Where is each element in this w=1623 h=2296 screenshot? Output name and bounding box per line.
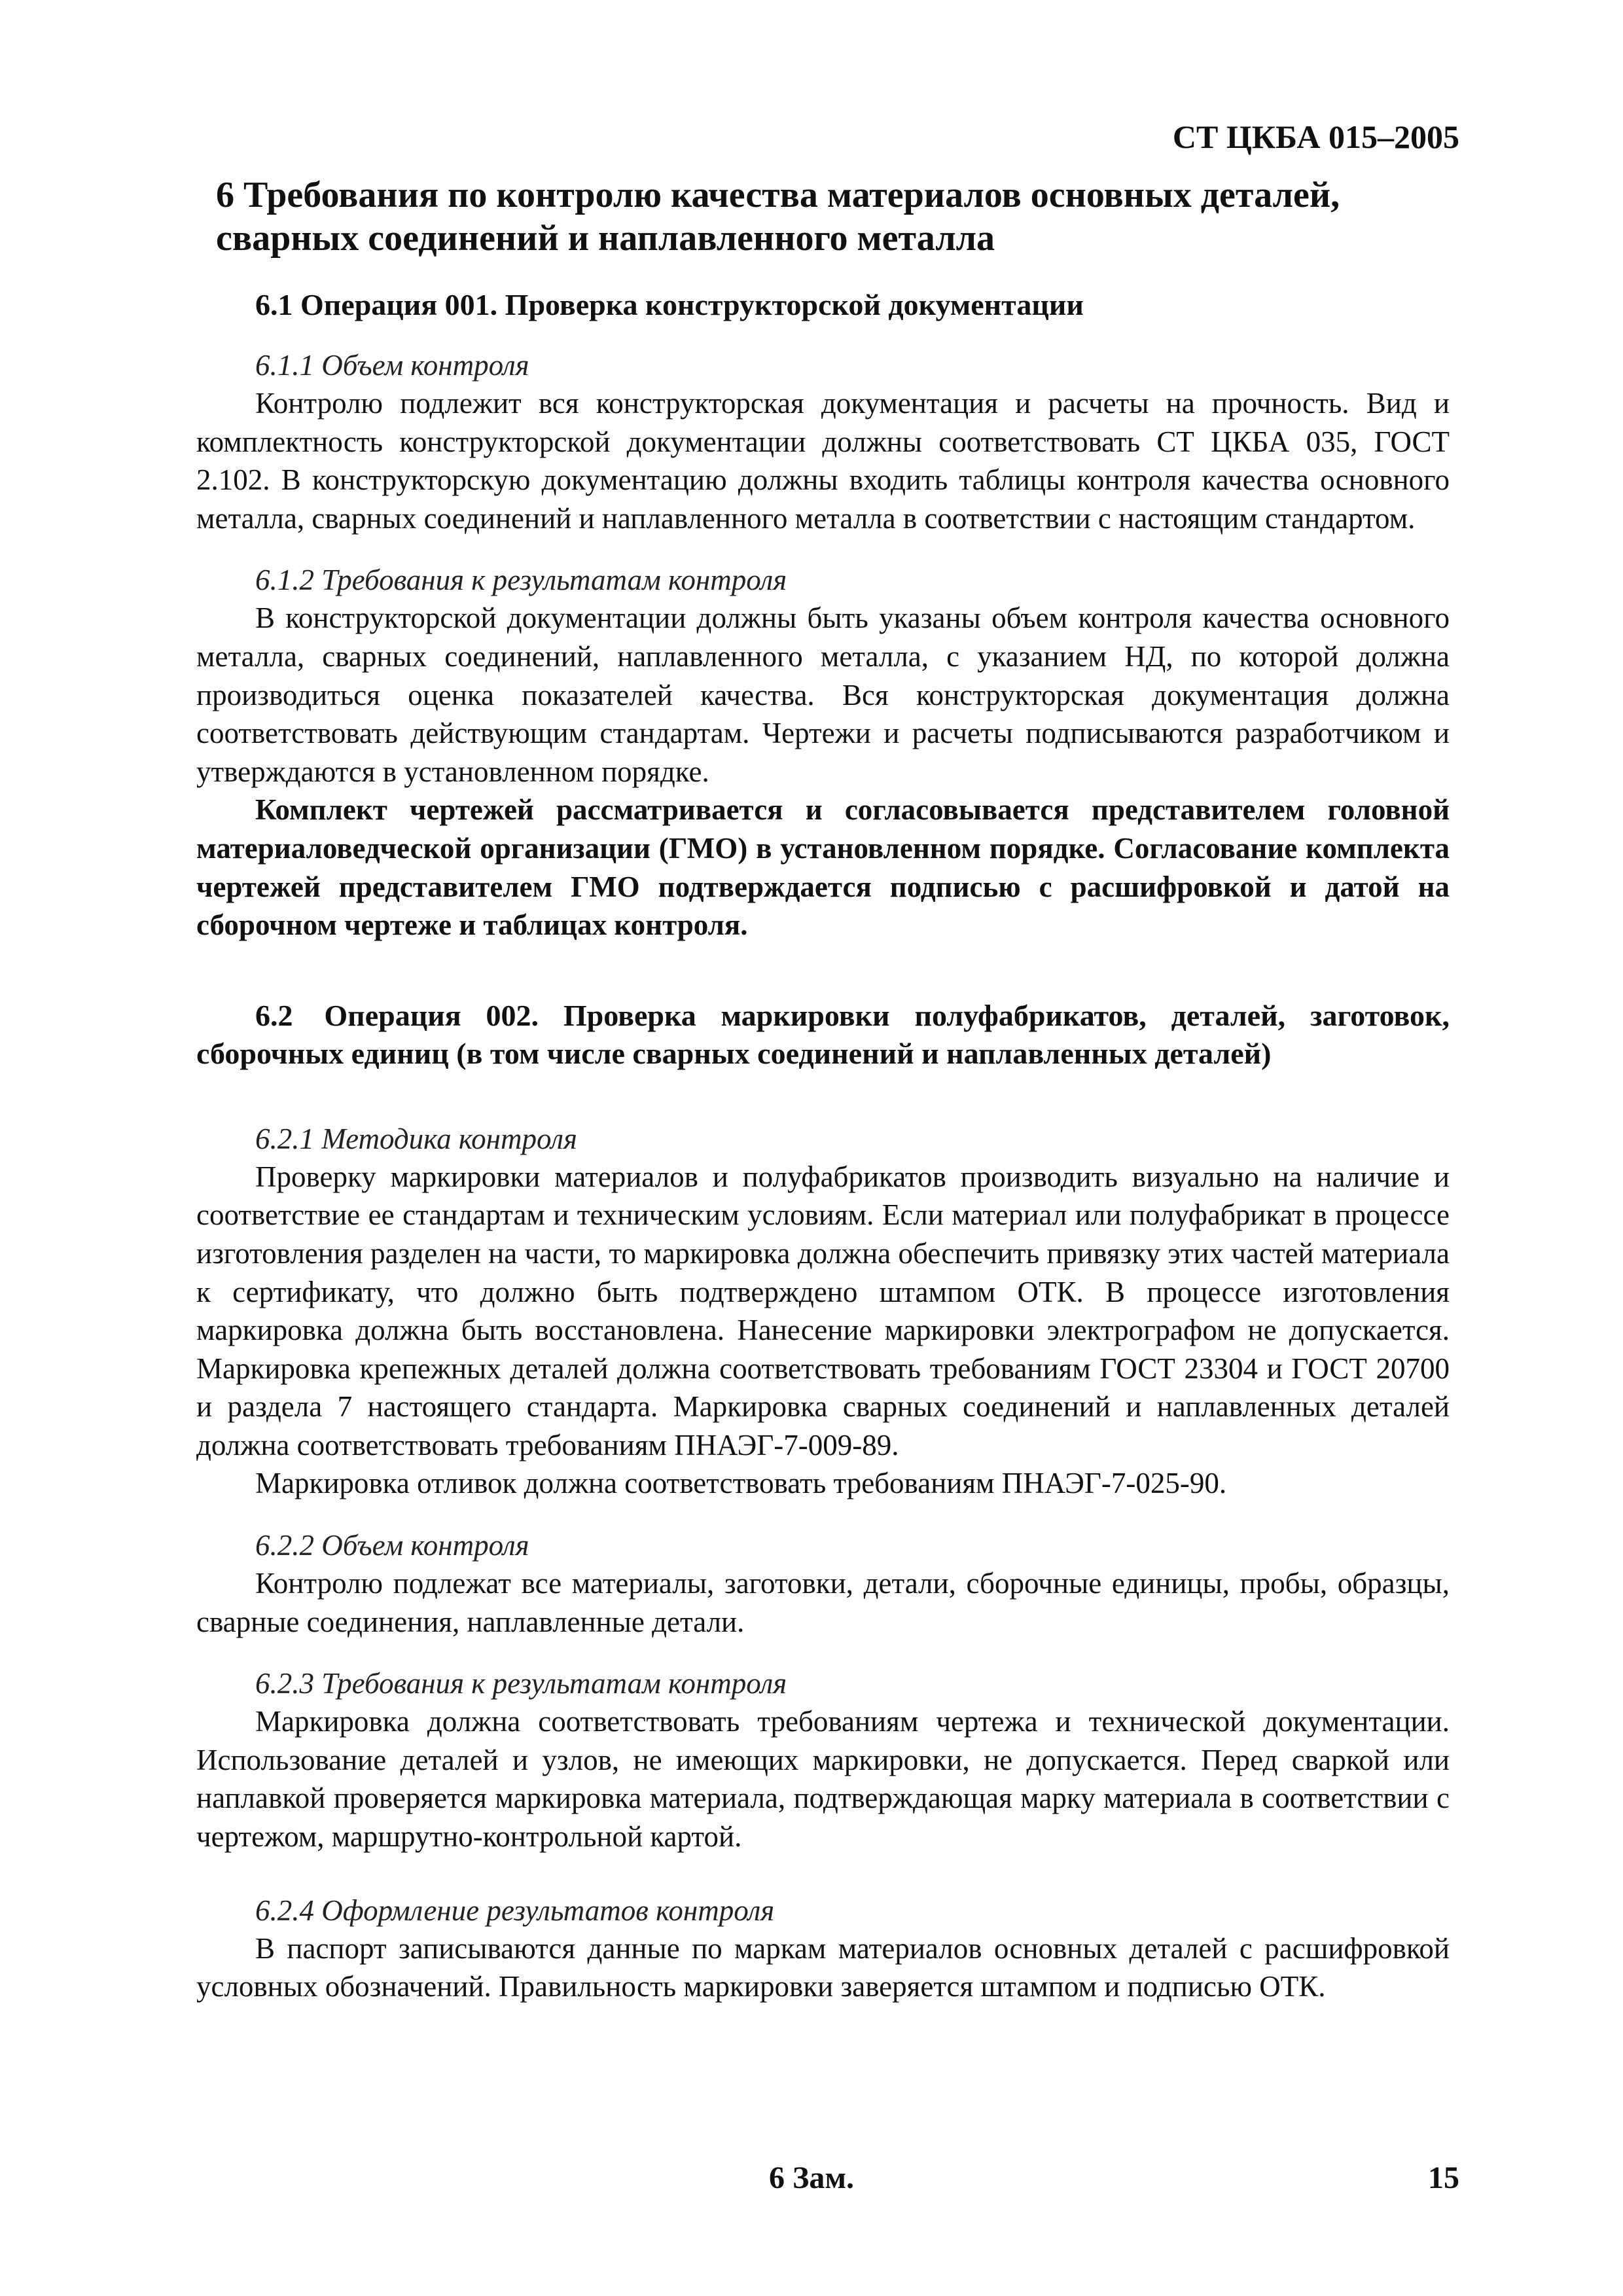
section-6-title: 6 Требования по контролю качества материалов основных деталей, сварных соединений и наплавленного металла bbox=[216, 175, 1340, 259]
section-6-2-2-title: 6.2.2 Объем контроля bbox=[255, 1529, 529, 1562]
section-6-1-1-text: Контролю подлежит вся конструкторская документация и расчеты на прочность. Вид и комплектность конструкторской документации должны соответствовать СТ ЦКБА 035, ГОСТ 2.102. В конструкторскую документацию должны входить таблицы контроля качества основного металла, сварных соединений и наплавленного металла в соответствии с настоящим стандартом. bbox=[196, 387, 1450, 535]
page-content bbox=[196, 173, 1450, 2006]
section-6-2-2-text: Контролю подлежат все материалы, заготовки, детали, сборочные единицы, пробы, образцы, сварные соединения, наплавленные детали. bbox=[196, 1567, 1450, 1638]
section-6-1-1-title: 6.1.1 Объем контроля bbox=[255, 349, 529, 382]
section-6-2-title-text: Операция 002. Проверка маркировки полуфабрикатов, деталей, заготовок, сборочных единиц (в том числе сварных соединений и наплавленных деталей) bbox=[196, 998, 1450, 1070]
section-6-2-1-castings-text: Маркировка отливок должна соответствовать требованиям ПНАЭГ-7-025-90. bbox=[255, 1467, 1227, 1500]
section-6-2-4-title: 6.2.4 Оформление результатов контроля bbox=[255, 1893, 775, 1927]
section-6-2-3-text: Маркировка должна соответствовать требованиям чертежа и технической документации. Использование деталей и узлов, не имеющих маркировки, не допускается. Перед сваркой или наплавкой проверяется маркировка материала, подтверждающая марку материала в соответствии с чертежом, маршрутно-контрольной картой. bbox=[196, 1705, 1450, 1854]
section-6-2-number: 6.2 bbox=[255, 998, 293, 1032]
page-number: 15 bbox=[1428, 2161, 1459, 2195]
section-6-1-2-text: В конструкторской документации должны быть указаны объем контроля качества основного металла, сварных соединений, наплавленного металла, с указанием НД, по которой должна производиться оценка показателей качества. Вся конструкторская документация должна соответствовать действующим стандартам. Чертежи и расчеты подписываются разработчиком и утверждаются в установленном порядке. bbox=[196, 601, 1450, 788]
section-6-2-1-title: 6.2.1 Методика контроля bbox=[255, 1122, 577, 1155]
section-6-1-2-approval-text: Комплект чертежей рассматривается и согласовывается представителем головной материаловедческой организации (ГМО) в установленном порядке. Согласование комплекта чертежей представителем ГМО подтверждается подписью с расшифровкой и датой на сборочном чертеже и таблицах контроля. bbox=[196, 793, 1450, 942]
document-code: СТ ЦКБА 015–2005 bbox=[1172, 118, 1459, 155]
section-6-2-3-title: 6.2.3 Требования к результатам контроля bbox=[255, 1667, 787, 1700]
section-6-2-4-text: В паспорт записываются данные по маркам материалов основных деталей с расшифровкой условных обозначений. Правильность маркировки заверяется штампом и подписью ОТК. bbox=[196, 1931, 1450, 2003]
footer-revision: 6 Зам. bbox=[768, 2161, 855, 2195]
section-6-1-2-title: 6.1.2 Требования к результатам контроля bbox=[255, 564, 787, 597]
section-6-2-title bbox=[196, 997, 1450, 1073]
section-6-2-1-text: Проверку маркировки материалов и полуфабрикатов производить визуально на наличие и соответствие ее стандартам и техническим условиям. Если материал или полуфабрикат в процессе изготовления разделен на части, то маркировка должна обеспечить привязку этих частей материала к сертификату, что должно быть подтверждено штампом ОТК. В процессе изготовления маркировка должна быть восстановлена. Нанесение маркировки электрографом не допускается. Маркировка крепежных деталей должна соответствовать требованиям ГОСТ 23304 и ГОСТ 20700 и раздела 7 настоящего стандарта. Маркировка сварных соединений и наплавленных деталей должна соответствовать требованиям ПНАЭГ-7-009-89. bbox=[196, 1160, 1450, 1462]
section-6-1-title: 6.1 Операция 001. Проверка конструкторской документации bbox=[255, 288, 1084, 321]
